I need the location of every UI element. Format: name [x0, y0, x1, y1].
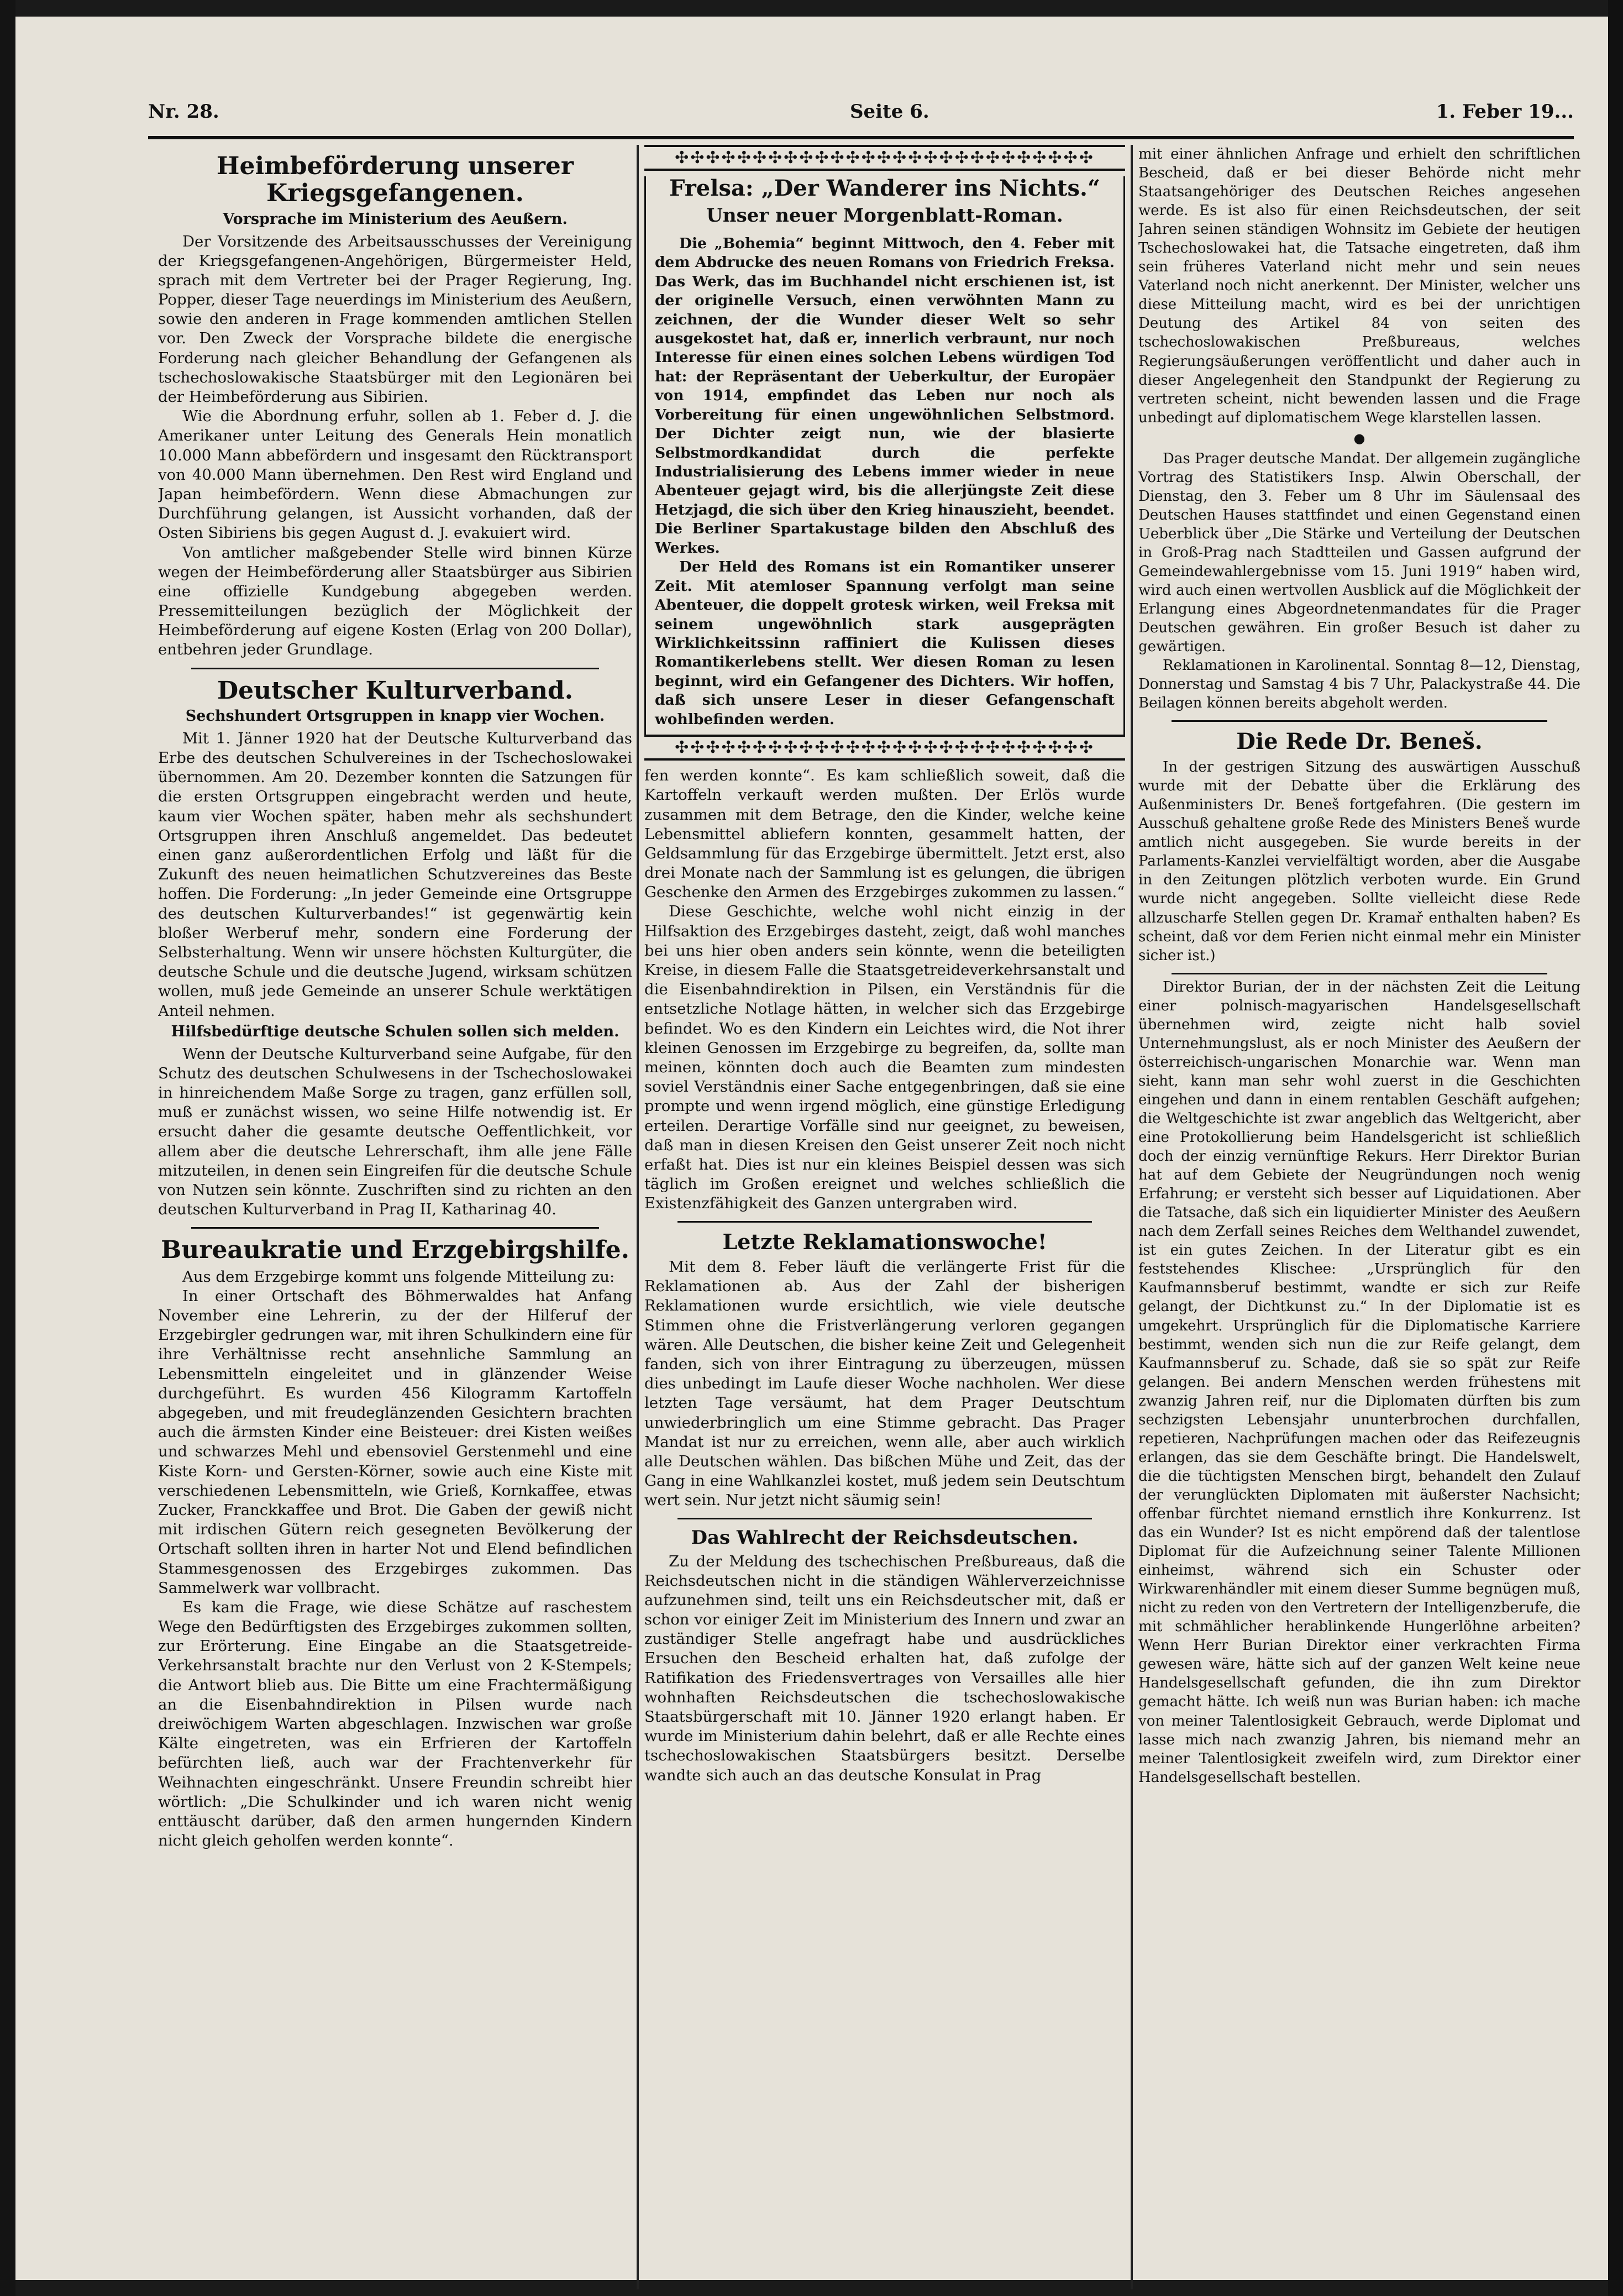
- scan-right-edge: [1608, 0, 1623, 2296]
- paragraph: Das Prager deutsche Mandat. Der allgemein zugängliche Vortrag des Statistikers Insp. Alwin Oberschall, der Dienstag, den 3. Feber um 8 Uhr im Säulensaal des Deutschen Hauses stattfindet und einen Gegenstand einen Ueberblick über „Die Stärke und Verteilung der Deutschen in Groß-Prag nach Stadtteilen und Gassen aufgrund der Gemeindewahlergebnisse vom 15. Juni 1919“ haben wird, wird auch einen wertvollen Ausblick auf die Möglichkeit der Erlangung eines Abgeordnetenmandates für die Prager Deutschen gewähren. Ein großer Besuch ist daher zu gewärtigen.: [1138, 450, 1580, 656]
- article-title: Bureaukratie und Erzgebirgshilfe.: [161, 1236, 629, 1265]
- page-number: Seite 6.: [850, 101, 929, 123]
- page-header: [148, 97, 1574, 128]
- article-title: Das Wahlrecht der Reichsdeutschen.: [691, 1527, 1079, 1549]
- section-separator: ●: [1353, 430, 1365, 446]
- article-kriegsgefangene: [158, 153, 632, 660]
- article-rede-benes: [1138, 730, 1580, 964]
- paragraph: Wie die Abordnung erfuhr, sollen ab 1. Feber d. J. die Amerikaner unter Leitung des Generals Hein monatlich 10.000 Mann abbefördern und insgesamt den Rücktransport von 40.000 Mann übernehmen. Den Rest wird England und Japan heimbefördern. Wenn diese Abmachungen zur Durchführung gelangen, ist Aussicht vorhanden, daß der Osten Sibiriens bis gegen August d. J. evakuiert wird.: [158, 407, 632, 542]
- column-1: [158, 145, 632, 2289]
- paragraph: Aus dem Erzgebirge kommt uns folgende Mitteilung zu:: [182, 1267, 615, 1286]
- issue-number: Nr. 28.: [148, 101, 219, 123]
- article-title: Die Rede Dr. Beneš.: [1236, 728, 1483, 755]
- paragraph: Der Vorsitzende des Arbeitsausschusses der Vereinigung der Kriegsgefangenen-Angehörigen, Bürgermeister Held, sprach mit dem Vertreter bei der Prager Regierung, Ing. Popper, dieser Tage neuerdings im Ministerium des Aeußern, sowie den anderen in Frage kommenden amtlichen Stellen vor. Den Zweck der Vorsprache bildete die energische Forderung nach gleicher Behandlung der Gefangenen als tschechoslowakische Staatsbürger mit den Legionären bei der Heimbeförderung aus Sibirien.: [158, 232, 632, 406]
- paragraph: Wenn der Deutsche Kulturverband seine Aufgabe, für den Schutz des deutschen Schulwesens in der Tschechoslowakei in hinreichendem Maße Sorge zu tragen, ganz erfüllen soll, muß er zunächst wissen, wo seine Hilfe notwendig ist. Er ersucht daher die gesamte deutsche Oeffentlichkeit, vor allem aber die deutsche Lehrerschaft, ihm alle jene Fälle mitzuteilen, in denen sein Eingreifen für die deutsche Schule von Nutzen sein könnte. Zuschriften sind zu richten an den deutschen Kulturverband in Prag II, Katharinag 40.: [158, 1045, 632, 1219]
- article-wahlrecht: [644, 1527, 1125, 1785]
- article-subheading: Hilfsbedürftige deutsche Schulen sollen sich melden.: [171, 1023, 619, 1040]
- paragraph: In der gestrigen Sitzung des auswärtigen Ausschuß wurde mit der Debatte über die Erklärung des Außenministers Dr. Beneš fortgefahren. (Die gestern im Ausschuß gehaltene große Rede des Ministers Beneš wurde amtlich nicht ausgegeben. Sie wurde bereits in der Parlaments-Kanzlei vervielfältigt worden, aber die Ausgabe in den Zeitungen plötzlich verboten wurde. Ein Grund wurde nicht angegeben. Sollte vielleicht diese Rede allzuscharfe Stellen gegen Dr. Kramař enthalten haben? Es scheint, daß vor dem Ferien nicht einmal mehr ein Minister sicher ist.): [1138, 759, 1580, 964]
- paragraph: In einer Ortschaft des Böhmerwaldes hat Anfang November eine Lehrerin, zu der der Hilferuf der Erzgebirgler gedrungen war, mit ihren Schulkindern eine für ihre Verhältnisse recht ansehnliche Sammlung an Lebensmitteln eingeleitet und in glänzender Weise durchgeführt. Es wurden 456 Kilogramm Kartoffeln abgegeben, und mit freudeglänzenden Gesichtern brachten auch die ärmsten Kinder eine Beisteuer: drei Kisten weißes und schwarzes Mehl und ebensoviel Gerstenmehl und eine Kiste Korn- und Gersten-Körner, sowie auch eine Kiste mit verschiedenen Lebensmitteln, wie Grieß, Kornkaffee, etwas Zucker, Franckkaffee und Brot. Die Gaben der gewiß nicht mit irdischen Gütern reich gesegneten Bevölkerung der Ortschaft sollten ihren in harter Not und Elend befindlichen Stammesgenossen des Erzgebirges zukommen. Das Sammelwerk war vollbracht.: [158, 1287, 632, 1597]
- article-subtitle: Unser neuer Morgenblatt-Roman.: [706, 204, 1063, 227]
- article-kulturverband: [158, 677, 632, 1220]
- article-title: Frelsa: „Der Wanderer ins Nichts.“: [669, 175, 1100, 201]
- paragraph: Von amtlicher maßgebender Stelle wird binnen Kürze wegen der Heimbeförderung aller Staatsbürger aus Sibirien eine offizielle Kundgebung abgegeben werden. Pressemitteilungen bezüglich der Möglichkeit der Heimbeförderung auf eigene Kosten (Erlag von 200 Dollar), entbehren jeder Grundlage.: [158, 543, 632, 659]
- paragraph: Die „Bohemia“ beginnt Mittwoch, den 4. Feber mit dem Abdrucke des neuen Romans von Friedrich Freksa. Das Werk, das im Buchhandel nicht erschienen ist, ist der originelle Versuch, einen verwöhnten Mann zu zeichnen, der die Wunder dieser Welt so sehr ausgekostet hat, daß er, innerlich verbraunt, nur noch Interesse für einen eines solchen Lebens würdigen Tod hat: der Repräsentant der Ueberkultur, der Europäer von 1914, empfindet das Leben nur noch als Vorbereitung für einen ungewöhnlichen Selbstmord. Der Dichter zeigt nun, wie der blasierte Selbstmordkandidat durch die perfekte Industrialisierung des Lebens immer wieder in neue Abenteuer gejagt wird, bis die allerjüngste Zeit diese Hetzjagd, die sich über den Krieg hinauszieht, beendet. Die Berliner Spartakustage bilden den Abschluß des Werkes.: [655, 234, 1115, 557]
- article-subtitle: Sechshundert Ortsgruppen in knapp vier Wochen.: [185, 707, 605, 725]
- ornament-border-top: ✣✣✣✣✣✣✣✣✣✣✣✣✣✣✣✣✣✣✣✣✣✣✣✣✣✣✣: [644, 145, 1125, 171]
- article-title: Heimbeförderung unserer Kriegsgefangenen.: [216, 152, 574, 208]
- paragraph: fen werden konnte“. Es kam schließlich soweit, daß die Kartoffeln verkauft werden mußten. Der Erlös wurde zusammen mit dem Betrage, den die Kinder, welche keine Lebensmittel abliefern konnten, gesammelt hatten, der Geldsammlung für das Erzgebirge übermittelt. Jetzt erst, also drei Monate nach der Sammlung ist es gelungen, die übrigen Geschenke den Armen des Erzgebirges zukommen zu lassen.“: [644, 767, 1125, 901]
- scan-left-edge: [0, 0, 15, 2296]
- article-divider: [191, 668, 599, 669]
- column-3: [1138, 145, 1580, 2289]
- article-reklamationswoche: [644, 1230, 1125, 1510]
- header-rule: [148, 136, 1574, 139]
- paragraph: Mit dem 8. Feber läuft die verlängerte Frist für die Reklamationen ab. Aus der Zahl der bisherigen Reklamationen wurde ersichtlich, wie viele deutsche Stimmen ohne die Fristverlängerung verloren gegangen wären. Alle Deutschen, die bisher keine Zeit und Gelegenheit fanden, sich von ihrer Eintragung zu überzeugen, müssen dies unbedingt im Laufe dieser Woche nachholen. Wer diese letzten Tage versäumt, hat dem Prager Deutschtum unwiederbringlich um eine Stimme gebracht. Das Prager Mandat ist nur zu erreichen, wenn alle, aber auch wirklich alle Deutschen wählen. Das bißchen Mühe und Zeit, das der Gang in eine Wahlkanzlei kostet, muß jedem sein Deutschtum wert sein. Nur jetzt nicht säumig sein!: [644, 1258, 1125, 1509]
- article-divider: [191, 1227, 599, 1229]
- paragraph: Der Held des Romans ist ein Romantiker unserer Zeit. Mit atemloser Spannung verfolgt man seine Abenteuer, die doppelt grotesk wirken, weil Freksa mit seinem ungewöhnlich stark ausgeprägten Wirklichkeitssinn raffiniert die Kulissen dieses Romantikerlebens stellt. Wer diesen Roman zu lesen beginnt, wird ein Gefangener des Dichters. Wir hoffen, daß sich unsere Leser in dieser Gefangenschaft wohlbefinden werden.: [655, 558, 1115, 728]
- paragraph: Mit 1. Jänner 1920 hat der Deutsche Kulturverband das Erbe des deutschen Schulvereines in der Tschechoslowakei übernommen. Am 20. Dezember konnten die Satzungen für die ersten Ortsgruppen eingebracht werden und heute, kaum vier Wochen später, haben mehr als sechshundert Ortsgruppen ihren Anschluß angemeldet. Das bedeutet einen ganz außerordentlichen Erfolg und läßt für die Zukunft des neuen heimatlichen Schutzvereines das Beste hoffen. Die Forderung: „In jeder Gemeinde eine Ortsgruppe des deutschen Kulturverbandes!“ ist gegenwärtig kein bloßer Werberuf mehr, sondern eine Forderung der Selbsterhaltung. Wenn wir unsere höchsten Kulturgüter, die deutsche Schule und die deutsche Jugend, wirksam schützen wollen, muß jede Gemeinde an unserer Schule werktätigen Anteil nehmen.: [158, 729, 632, 1020]
- paragraph: Es kam die Frage, wie diese Schätze auf raschestem Wege den Bedürftigsten des Erzgebirges zukommen sollten, zur Erörterung. Eine Eingabe an die Staatsgetreide-Verkehrsanstalt brachte nur den Verlust von 2 K-Stempels; die Antwort blieb aus. Die Bitte um eine Frachtermäßigung an die Eisenbahndirektion in Pilsen wurde nach dreiwöchigem Warten abgeschlagen. Inzwischen war große Kälte eingetreten, was ein Erfrieren der Kartoffeln befürchten ließ, auch war der Frachtenverkehr für Weihnachten eingeschränkt. Unsere Freundin schreibt hier wörtlich: „Die Schulkinder und ich waren nicht wenig enttäuscht darüber, daß den armen hungernden Kindern nicht gleich geholfen werden konnte“.: [158, 1598, 632, 1850]
- article-erzgebirgshilfe: [158, 1236, 632, 1851]
- column-rule-2: [1131, 145, 1133, 2289]
- paragraph: Diese Geschichte, welche wohl nicht einzig in der Hilfsaktion des Erzgebirges dasteht, zeigt, daß wohl manches bei uns hier oben anders sein könnte, wenn die beteiligten Kreise, in diesem Falle die Staatsgetreideverkehrsanstalt und die Eisenbahndirektion in Pilsen, ein Verständnis für die entsetzliche Notlage hätten, in welcher sich das Erzgebirge befindet. Wo es den Kindern ein Leichtes wird, die Not ihrer kleinen Genossen im Erzgebirge zu begreifen, da, sollte man meinen, könnten doch auch die Beamten zum mindesten soviel Verständnis einer Sache entgegenbringen, daß sie eine prompte und wenn irgend möglich, eine günstige Erledigung erteilen. Derartige Vorfälle sind nur geeignet, zu beweisen, daß man in diesen Kreisen den Geist unserer Zeit noch nicht erfaßt hat. Dies ist nur ein kleines Beispiel dessen was sich täglich im Großen ereignet und welches schließlich die Existenzfähigkeit des Ganzen untergraben wird.: [644, 903, 1125, 1213]
- novel-announcement-box: [644, 176, 1125, 735]
- column-rule-1: [637, 145, 639, 2289]
- column-2: [644, 145, 1125, 2289]
- article-erzgebirgshilfe-continued: [644, 766, 1125, 1213]
- ornament-border-bottom: ✣✣✣✣✣✣✣✣✣✣✣✣✣✣✣✣✣✣✣✣✣✣✣✣✣✣✣: [644, 735, 1125, 761]
- article-divider: [1172, 973, 1547, 974]
- paragraph: Direktor Burian, der in der nächsten Zeit die Leitung einer polnisch-magyarischen Handelsgesellschaft übernehmen wird, zeigte nicht halb soviel Unternehmungslust, als er noch Minister des Aeußern der österreichisch-ungarischen Monarchie war. Wenn man sieht, kann man sehr wohl zuerst in die Geschichten eingehen und dann in einem rentablen Geschäft aufgehen; die Weltgeschichte ist zwar angeblich das Weltgericht, aber eine Protokollierung beim Handelsgericht ist schließlich doch der einzig vernünftige Rekurs. Herr Direktor Burian hat auf dem Gebiete der Neugründungen noch wenig Erfahrung; er versteht sich besser auf Liquidationen. Aber die Tatsache, daß sich ein liquidierter Minister des Aeußern nach dem Zerfall seines Reiches dem Welthandel zuwendet, ist ein gutes Zeichen. In der Literatur gibt es ein feststehendes Klischee: „Ursprünglich für den Kaufmannsberuf bestimmt, wandte er sich zur Reife gelangt, der Dichtkunst zu.“ In der Diplomatie ist es umgekehrt. Ursprünglich für die Diplomatische Karriere bestimmt, wenden sich nun die zur Reife gelangt, dem Kaufmannsberuf zu. Schade, daß sie so spät zur Reife gelangen. Bei andern Menschen werden frühestens mit zwanzig Jahren reif, nur die Diplomaten dürften bis zum sechzigsten Lebensjahr ununterbrochen durchfallen, repetieren, Nachprüfungen machen oder das Reifezeugnis erlangen, das sie dem Geschäfte bringt. Die Handelswelt, die die tüchtigsten Menschen birgt, behandelt den Zulauf der verunglückten Diplomaten mit äußerster Nachsicht; offenbar fürchtet niemand ernstlich ihre Konkurrenz. Ist das ein Wunder? Ist es nicht empörend daß der talentlose Diplomat für die Aufzeichnung seiner Talente Millionen einheimst, während sich ein Schuster oder Wirkwarenhändler mit einem dieser Summe begnügen muß, nicht zu reden von den Vertretern der Intelligenzberufe, die mit schmählicher herablinkende Hungerlöhne arbeiten? Wenn Herr Burian Direktor einer verkrachten Firma gewesen wäre, hätte sich auf der ganzen Welt keine neue Handelsgesellschaft gefunden, die ihn zum Direktor gemacht hätte. Ich weiß nun was Burian haben: ich mache von meiner Talentlosigkeit Gebrauch, werde Diplomat und lasse mich nach zwanzig Jahren, bis niemand mehr an meiner Talentlosigkeit zweifeln wird, zum Direktor einer Handelsgesellschaft bestellen.: [1138, 978, 1580, 1786]
- article-subtitle: Vorsprache im Ministerium des Aeußern.: [223, 210, 568, 228]
- article-divider: [677, 1518, 1092, 1519]
- article-direktor-burian: [1138, 978, 1580, 1787]
- article-title: Letzte Reklamationswoche!: [722, 1229, 1047, 1255]
- paragraph: Zu der Meldung des tschechischen Preßbureaus, daß die Reichsdeutschen nicht in die ständigen Wählerverzeichnisse aufzunehmen sind, teilt uns ein Reichsdeutscher mit, daß er schon vor einiger Zeit im Ministerium des Innern und zwar an zuständiger Stelle angefragt habe und ausdrückliches Ersuchen den Bescheid erhalten hat, daß zufolge der Ratifikation des Friedensvertrages von Versailles alle hier wohnhaften Reichsdeutschen die tschechoslowakische Staatsbürgerschaft mit 10. Jänner 1920 erlangt haben. Er wurde im Ministerium dahin belehrt, daß er alle Rechte eines tschechoslowakischen Staatsbürgers besitzt. Derselbe wandte sich auch an das deutsche Konsulat in Prag: [644, 1552, 1125, 1784]
- paragraph: mit einer ähnlichen Anfrage und erhielt den schriftlichen Bescheid, daß er bei dieser Behörde nicht mehr Staatsangehöriger des Deutschen Reiches angesehen werde. Es ist also für einen Reichsdeutschen, der seit Jahren seinen ständigen Wohnsitz im Gebiete der heutigen Tschechoslowakei hat, die Tatsache eingetreten, daß ihm sein früheres Vaterland nicht mehr und sein neues Vaterland noch nicht anerkennt. Der Minister, welcher uns diese Mitteilung macht, wird es bei der unrichtigen Deutung des Artikel 84 von seiten des tschechoslowakischen Preßbureaus, welches Regierungsäußerungen veröffentlicht und daher auch in dieser Angelegenheit den Standpunkt der Regierung zu vertreten scheint, nicht bewenden lassen und die Frage unbedingt auf diplomatischem Wege klarstellen lassen.: [1138, 146, 1580, 426]
- article-divider: [1172, 720, 1547, 722]
- paragraph: Reklamationen in Karolinental. Sonntag 8—12, Dienstag, Donnerstag und Samstag 4 bis 7 Uhr, Palackystraße 44. Die Beilagen können bereits abgeholt werden.: [1138, 657, 1580, 712]
- issue-date: 1. Feber 19...: [1436, 101, 1574, 123]
- article-divider: [677, 1221, 1092, 1223]
- article-title: Deutscher Kulturverband.: [217, 676, 574, 705]
